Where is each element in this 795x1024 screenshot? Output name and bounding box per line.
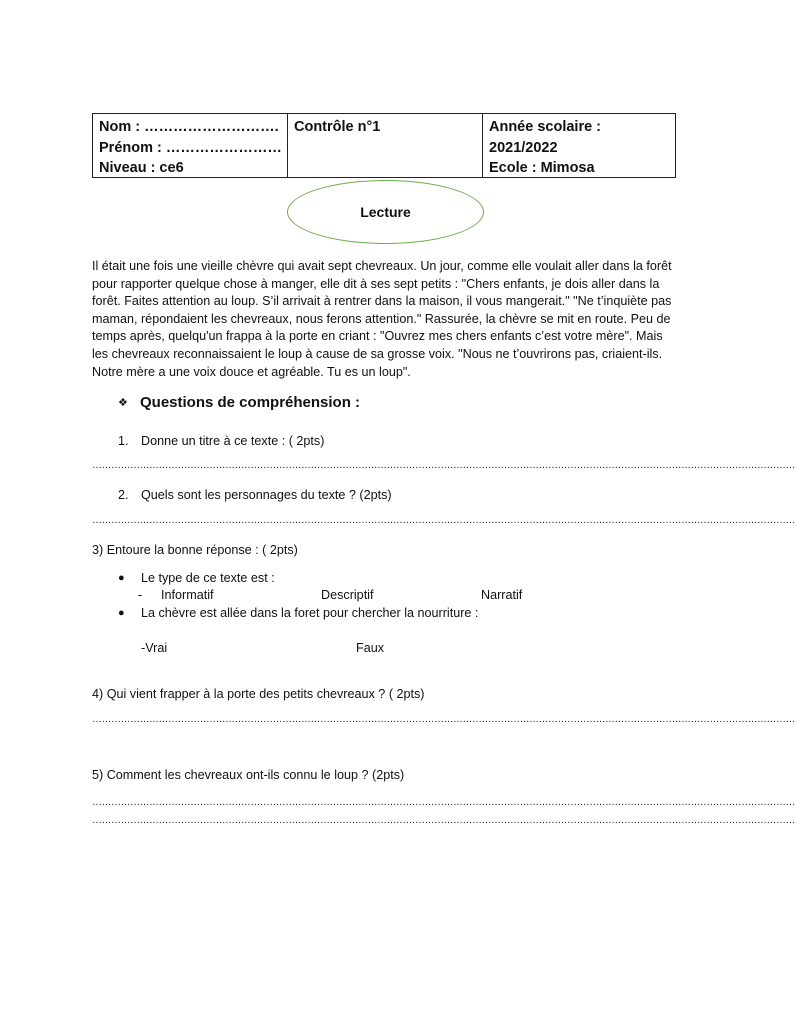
q3-item2: La chèvre est allée dans la foret pour chercher la nourriture : bbox=[141, 606, 479, 620]
q3-option-faux[interactable]: Faux bbox=[356, 641, 384, 655]
questions-heading bbox=[118, 394, 360, 411]
niveau-field: Niveau : ce6 bbox=[99, 160, 184, 176]
q2-text: Quels sont les personnages du texte ? (2pts) bbox=[141, 488, 392, 502]
q2-answer-line[interactable]: …………………………………………………………………………………………………………………………………………………………………………………………………… bbox=[92, 515, 795, 526]
q1-text: Donne un titre à ce texte : ( 2pts) bbox=[141, 434, 325, 448]
diamond-bullet-icon: ❖ bbox=[118, 397, 128, 409]
round-bullet-icon: ● bbox=[118, 607, 125, 619]
q4-text: 4) Qui vient frapper à la porte des petits chevreaux ? ( 2pts) bbox=[92, 687, 425, 701]
nom-field: Nom : ………………………. bbox=[99, 119, 279, 135]
q5-answer-line-1[interactable]: …………………………………………………………………………………………………………………………………………………………………………………………………… bbox=[92, 797, 795, 808]
q3-option-vrai[interactable]: -Vrai bbox=[141, 641, 168, 655]
questions-heading-label: Questions de compréhension : bbox=[140, 394, 361, 411]
q3-text: 3) Entoure la bonne réponse : ( 2pts) bbox=[92, 543, 298, 557]
q1-number: 1. bbox=[118, 434, 129, 448]
controle-title: Contrôle n°1 bbox=[294, 119, 381, 135]
lecture-title: Lecture bbox=[360, 204, 411, 220]
q5-answer-line-2[interactable]: …………………………………………………………………………………………………………………………………………………………………………………………………… bbox=[92, 815, 795, 826]
q5-text: 5) Comment les chevreaux ont-ils connu le loup ? (2pts) bbox=[92, 768, 405, 782]
header-table bbox=[92, 113, 676, 178]
lecture-ellipse bbox=[287, 180, 484, 244]
q3-option-narratif[interactable]: Narratif bbox=[481, 588, 523, 602]
q1-answer-line[interactable]: …………………………………………………………………………………………………………………………………………………………………………………………………… bbox=[92, 460, 795, 471]
q2-number: 2. bbox=[118, 488, 129, 502]
student-info-cell bbox=[93, 114, 288, 177]
q3-item1: Le type de ce texte est : bbox=[141, 571, 275, 585]
round-bullet-icon: ● bbox=[118, 572, 125, 584]
school-info-cell bbox=[483, 114, 675, 177]
ecole-field: Ecole : Mimosa bbox=[489, 160, 595, 176]
annee-label: Année scolaire : bbox=[489, 119, 602, 135]
q3-option-descriptif[interactable]: Descriptif bbox=[321, 588, 374, 602]
q3-dash: - bbox=[138, 588, 143, 602]
reading-text: Il était une fois une vieille chèvre qui avait sept chevreaux. Un jour, comme elle voulait aller dans la forêt pour rapporter quelque chose à manger, elle dit à ses sept petits : "Chers enfants, je dois aller dans la forêt. Faites attention au loup. S’il arrivait à rentrer dans la maison, il vous mangerait." "Ne t’inquiète pas maman, répondaient les chevreaux, nous ferons attention." Rassurée, la chèvre se mit en route. Peu de temps après, quelqu'un frappa à la porte en criant : "Ouvrez mes chers enfants c’est votre mère". Mais les chevreaux reconnaissaient le loup à cause de sa grosse voix. "Nous ne t’ouvrirons pas, criaient-ils. Notre mère a une voix douce et agréable. Tu es un loup". bbox=[92, 259, 672, 379]
annee-value: 2021/2022 bbox=[489, 139, 558, 156]
prenom-field: Prénom : …………………… bbox=[99, 139, 282, 156]
q3-option-informatif[interactable]: Informatif bbox=[161, 588, 214, 602]
q4-answer-line[interactable]: …………………………………………………………………………………………………………………………………………………………………………………………………… bbox=[92, 714, 795, 725]
controle-cell bbox=[288, 114, 483, 177]
